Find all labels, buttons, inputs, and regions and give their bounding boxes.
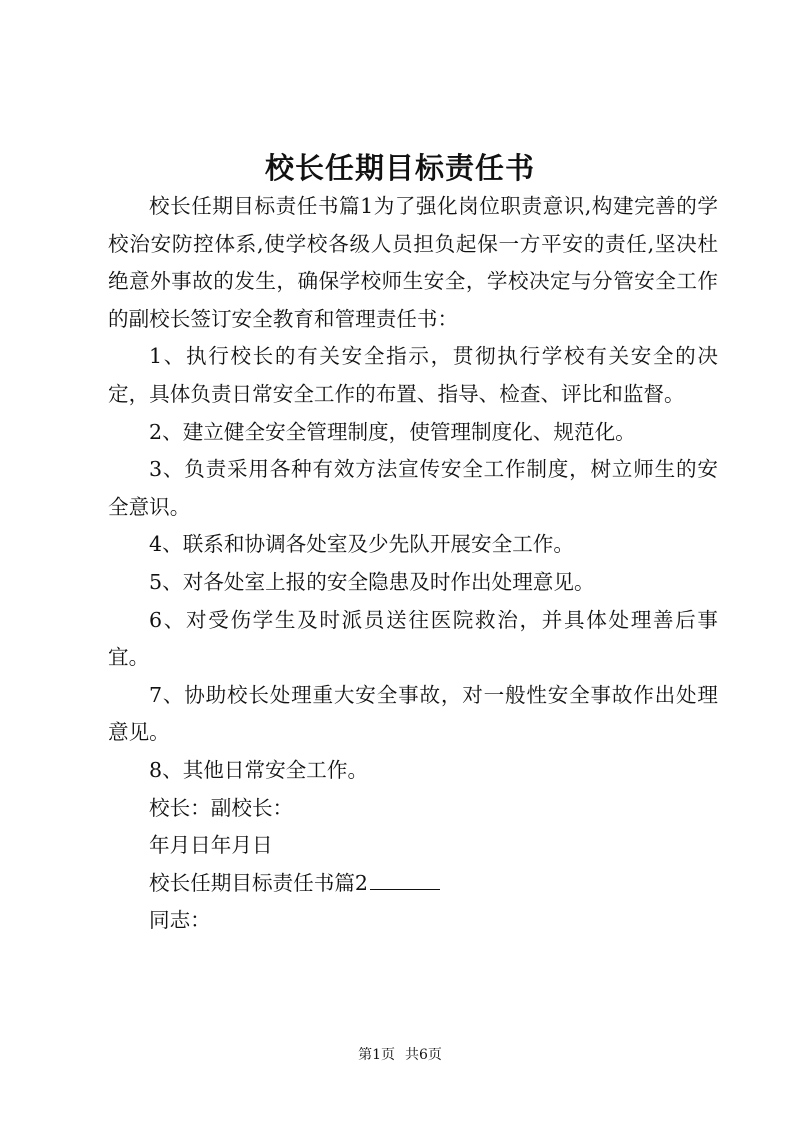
- item-1-paragraph: 1、执行校长的有关安全指示，贯彻执行学校有关安全的决定，具体负责日常安全工作的布置、指导、检查、评比和监督。: [108, 344, 718, 406]
- item-4-paragraph: 4、联系和协调各处室及少先队开展安全工作。: [149, 532, 574, 557]
- document-body: [108, 188, 718, 940]
- fill-in-blank: [370, 871, 440, 890]
- page-number: 第1页: [358, 1047, 395, 1063]
- section-2-heading-text: 校长任期目标责任书篇2: [149, 870, 369, 895]
- item-7-paragraph: 7、协助校长处理重大安全事故，对一般性安全事故作出处理意见。: [108, 682, 718, 745]
- salutation-line: 同志：: [149, 908, 211, 933]
- page-footer: [0, 1044, 800, 1064]
- intro-paragraph: 校长任期目标责任书篇1为了强化岗位职责意识,构建完善的学校治安防控体系,使学校各级人员担负起保一方平安的责任,坚决杜绝意外事故的发生，确保学校师生安全，学校决定与分管安全工作的副校长签订安全教育和管理责任书：: [108, 194, 718, 331]
- date-line: 年月日年月日: [149, 833, 273, 858]
- signature-line: 校长：副校长：: [149, 795, 294, 820]
- section-2-heading: [108, 865, 718, 903]
- item-3-paragraph: 3、负责采用各种有效方法宣传安全工作制度，树立师生的安全意识。: [108, 457, 718, 519]
- document-title: 校长任期目标责任书: [264, 151, 535, 185]
- item-6-paragraph: 6、对受伤学生及时派员送往医院救治，并具体处理善后事宜。: [108, 607, 718, 670]
- item-5-paragraph: 5、对各处室上报的安全隐患及时作出处理意见。: [149, 569, 595, 594]
- item-8-paragraph: 8、其他日常安全工作。: [149, 757, 369, 782]
- page-total: 共6页: [405, 1047, 442, 1063]
- item-2-paragraph: 2、建立健全安全管理制度，使管理制度化、规范化。: [149, 419, 636, 444]
